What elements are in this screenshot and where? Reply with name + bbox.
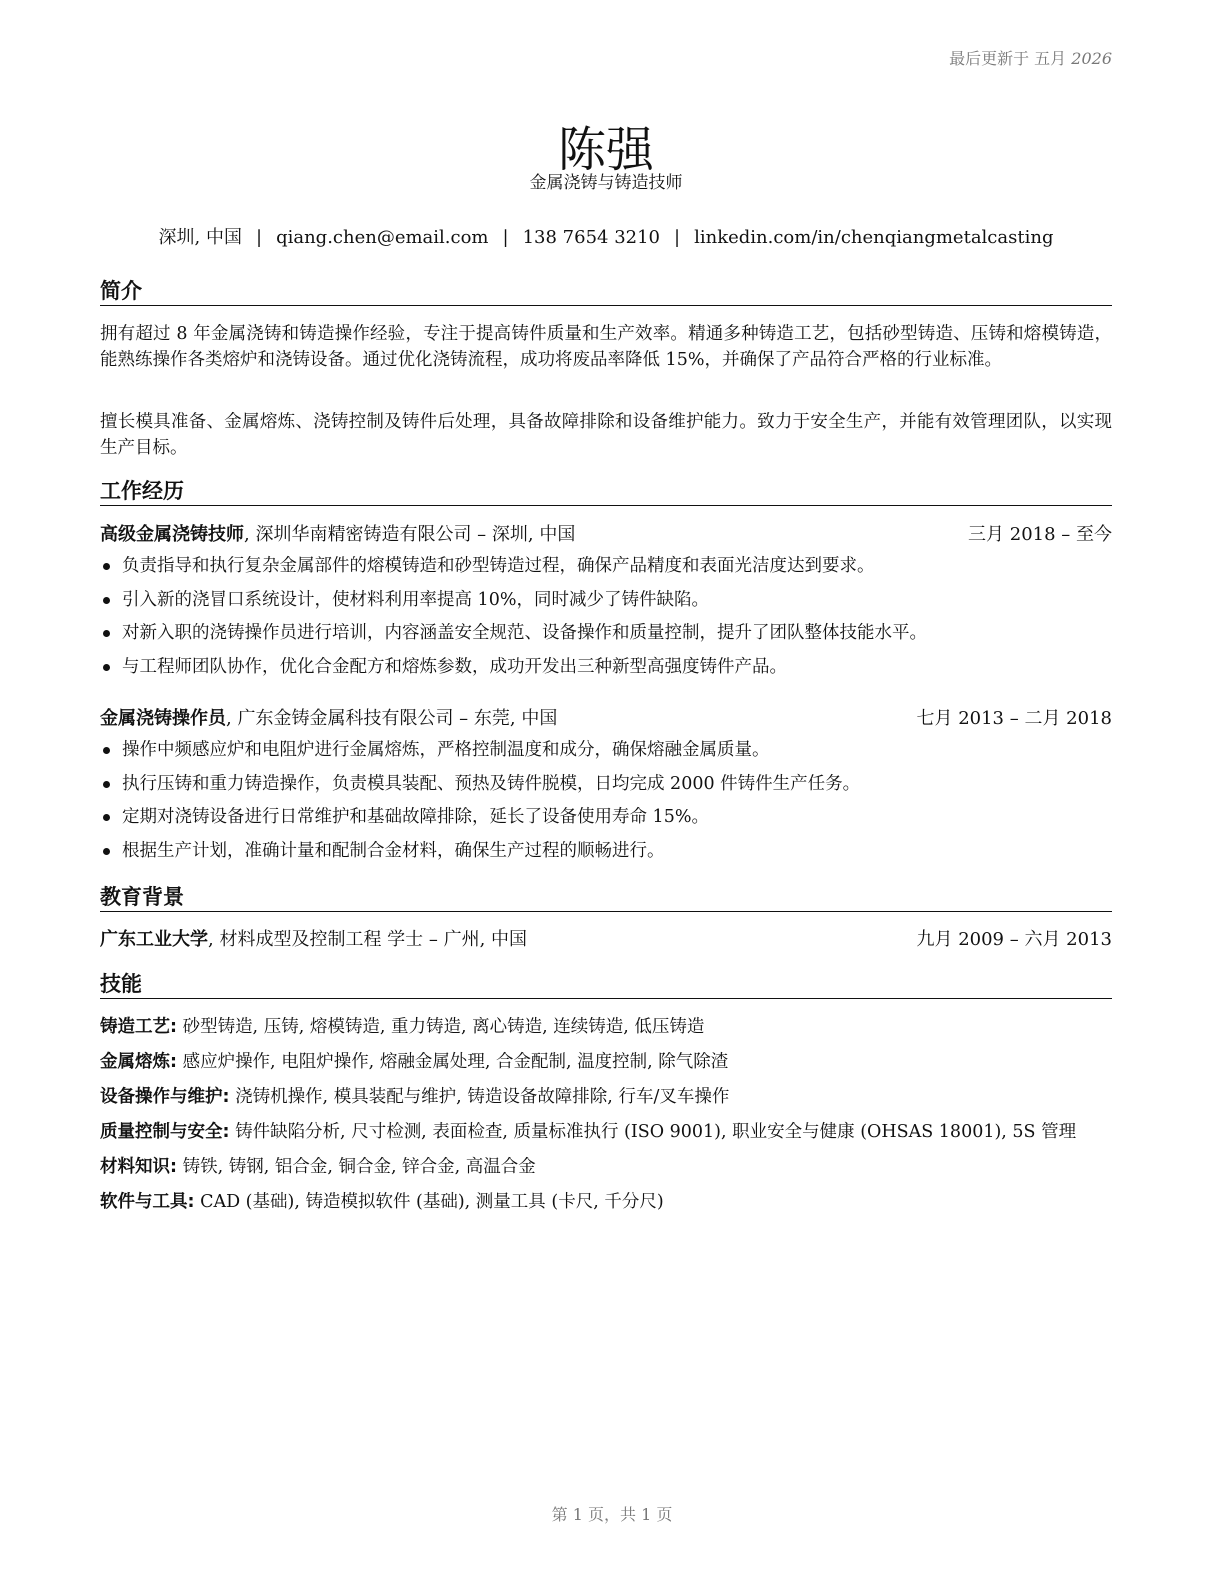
skill-row — [100, 1189, 1112, 1215]
summary-paragraph: 拥有超过 8 年金属浇铸和铸造操作经验，专注于提高铸件质量和生产效率。精通多种铸造工艺，包括砂型铸造、压铸和熔模铸造，能熟练操作各类熔炉和浇铸设备。通过优化浇铸流程，成功将废品率降低 15%，并确保了产品符合严格的行业标准。 — [100, 324, 1112, 370]
list-item: 操作中频感应炉和电阻炉进行金属熔炼，严格控制温度和成分，确保熔融金属质量。 — [100, 737, 1112, 771]
contact-line — [100, 226, 1112, 250]
section-title-education: 教育背景 — [100, 884, 1112, 912]
job-date: 三月 2018 – 至今 — [968, 524, 1112, 545]
summary-paragraph: 擅长模具准备、金属熔炼、浇铸控制及铸件后处理，具备故障排除和设备维护能力。致力于安全生产，并能有效管理团队，以实现生产目标。 — [100, 412, 1112, 458]
list-item: 负责指导和执行复杂金属部件的熔模铸造和砂型铸造过程，确保产品精度和表面光洁度达到要求。 — [100, 553, 1112, 587]
contact-separator: | — [502, 227, 509, 248]
last-updated: 最后更新于 五月 2026 — [949, 49, 1112, 68]
contact-separator: | — [255, 227, 263, 248]
candidate-name: 陈强 — [557, 122, 654, 179]
contact-linkedin[interactable]: linkedin.com/in/chenqiangmetalcasting — [694, 227, 1054, 248]
job-bullets — [100, 553, 1112, 687]
skill-label: 质量控制与安全: — [100, 1122, 230, 1142]
education-date: 九月 2009 – 六月 2013 — [916, 929, 1112, 950]
list-item: 与工程师团队协作，优化合金配方和熔炼参数，成功开发出三种新型高强度铸件产品。 — [100, 654, 1112, 688]
job-date: 七月 2013 – 二月 2018 — [916, 708, 1112, 729]
skill-value: 砂型铸造, 压铸, 熔模铸造, 重力铸造, 离心铸造, 连续铸造, 低压铸造 — [177, 1017, 705, 1037]
skill-label: 材料知识: — [100, 1157, 177, 1177]
job-org: , 广东金铸金属科技有限公司 – 东莞, 中国 — [226, 708, 558, 729]
job-bullets — [100, 737, 1112, 871]
job-heading — [100, 707, 1112, 731]
skills-list — [100, 1014, 1112, 1224]
school-name: 广东工业大学 — [100, 929, 208, 950]
contact-location: 深圳, 中国 — [158, 227, 242, 248]
skill-value: 铸件缺陷分析, 尺寸检测, 表面检查, 质量标准执行 (ISO 9001), 职业安全与健康 (OHSAS 18001), 5S 管理 — [229, 1122, 1077, 1142]
list-item: 引入新的浇冒口系统设计，使材料利用率提高 10%，同时减少了铸件缺陷。 — [100, 587, 1112, 621]
contact-phone[interactable]: 138 7654 3210 — [522, 227, 661, 248]
skill-row — [100, 1084, 1112, 1110]
section-title-experience: 工作经历 — [100, 478, 1112, 506]
contact-email[interactable]: qiang.chen@email.com — [276, 227, 489, 248]
list-item: 根据生产计划，准确计量和配制合金材料，确保生产过程的顺畅进行。 — [100, 838, 1112, 872]
section-title-skills: 技能 — [100, 971, 1112, 999]
job-role: 高级金属浇铸技师 — [100, 524, 244, 545]
skill-row — [100, 1119, 1112, 1145]
job-heading — [100, 523, 1112, 547]
skill-value: 浇铸机操作, 模具装配与维护, 铸造设备故障排除, 行车/叉车操作 — [229, 1087, 730, 1107]
list-item: 定期对浇铸设备进行日常维护和基础故障排除，延长了设备使用寿命 15%。 — [100, 804, 1112, 838]
section-title-summary: 简介 — [100, 278, 1112, 306]
skill-value: 铸铁, 铸钢, 铝合金, 铜合金, 锌合金, 高温合金 — [177, 1157, 536, 1177]
skill-label: 设备操作与维护: — [100, 1087, 230, 1107]
degree-detail: , 材料成型及控制工程 学士 – 广州, 中国 — [208, 929, 528, 950]
list-item: 执行压铸和重力铸造操作，负责模具装配、预热及铸件脱模，日均完成 2000 件铸件生产任务。 — [100, 771, 1112, 805]
page-number: 第 1 页，共 1 页 — [551, 1505, 673, 1524]
skill-row — [100, 1154, 1112, 1180]
contact-separator: | — [674, 227, 681, 248]
list-item: 对新入职的浇铸操作员进行培训，内容涵盖安全规范、设备操作和质量控制，提升了团队整体技能水平。 — [100, 620, 1112, 654]
job-role: 金属浇铸操作员 — [100, 708, 226, 729]
job-title: 金属浇铸与铸造技师 — [529, 173, 683, 193]
job-org: , 深圳华南精密铸造有限公司 – 深圳, 中国 — [244, 524, 576, 545]
skill-row — [100, 1049, 1112, 1075]
skill-label: 铸造工艺: — [100, 1017, 177, 1037]
skill-label: 金属熔炼: — [100, 1052, 177, 1072]
education-heading — [100, 928, 1112, 952]
skill-value: CAD (基础), 铸造模拟软件 (基础), 测量工具 (卡尺, 千分尺) — [194, 1192, 664, 1212]
skill-value: 感应炉操作, 电阻炉操作, 熔融金属处理, 合金配制, 温度控制, 除气除渣 — [177, 1052, 729, 1072]
skill-label: 软件与工具: — [100, 1192, 195, 1212]
skill-row — [100, 1014, 1112, 1040]
